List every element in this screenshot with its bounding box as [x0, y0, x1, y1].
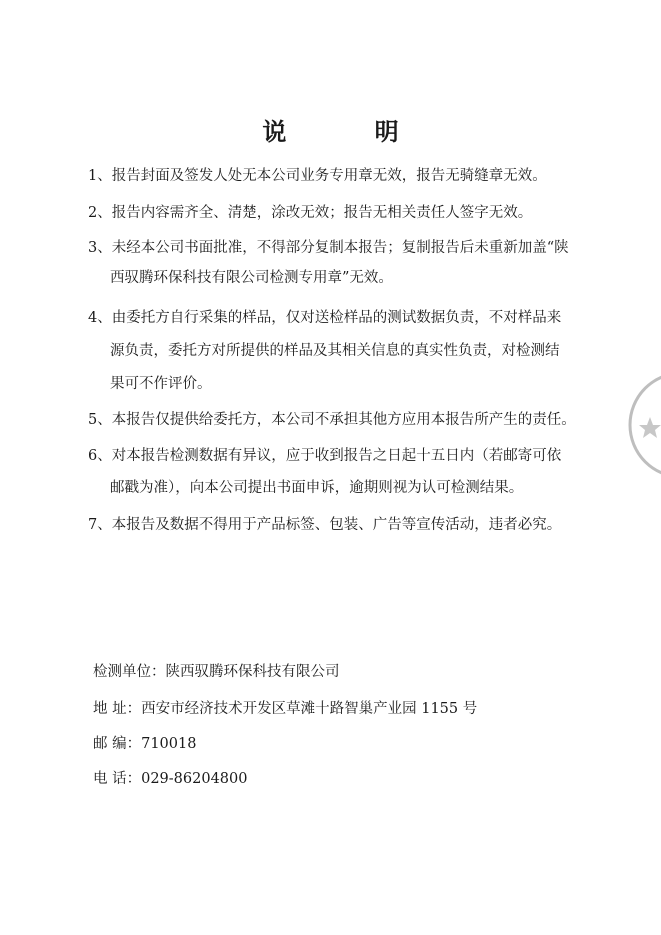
- testing-unit: 检测单位：陕西驭腾环保科技有限公司: [93, 664, 340, 680]
- clause-5-line-1: 5、本报告仅提供给委托方，本公司不承担其他方应用本报告所产生的责任。: [88, 412, 576, 428]
- postcode: 邮 编：710018: [93, 736, 197, 752]
- clause-6-line-2: 邮戳为准），向本公司提出书面申诉，逾期则视为认可检测结果。: [110, 480, 524, 496]
- clause-1-line-1: 1、报告封面及签发人处无本公司业务专用章无效，报告无骑缝章无效。: [88, 168, 547, 184]
- clause-4-line-2: 源负责，委托方对所提供的样品及其相关信息的真实性负责，对检测结: [110, 343, 560, 359]
- seal-mark-icon: [622, 365, 661, 485]
- clause-3-line-1: 3、未经本公司书面批准，不得部分复制本报告；复制报告后未重新加盖“陕: [88, 240, 569, 256]
- page-title: 说 明: [262, 118, 439, 146]
- clause-7-line-1: 7、本报告及数据不得用于产品标签、包装、广告等宣传活动，违者必究。: [88, 517, 562, 533]
- partial-seal-stamp: [622, 365, 661, 485]
- clause-4-line-3: 果可不作评价。: [110, 376, 212, 392]
- clause-3-line-2: 西驭腾环保科技有限公司检测专用章”无效。: [110, 270, 393, 286]
- phone: 电 话：029-86204800: [93, 771, 248, 787]
- address: 地 址：西安市经济技术开发区草滩十路智巢产业园 1155 号: [93, 701, 478, 717]
- clause-2-line-1: 2、报告内容需齐全、清楚，涂改无效；报告无相关责任人签字无效。: [88, 205, 533, 221]
- clause-6-line-1: 6、对本报告检测数据有异议，应于收到报告之日起十五日内（若邮寄可依: [88, 448, 562, 464]
- clause-4-line-1: 4、由委托方自行采集的样品，仅对送检样品的测试数据负责，不对样品来: [88, 310, 562, 326]
